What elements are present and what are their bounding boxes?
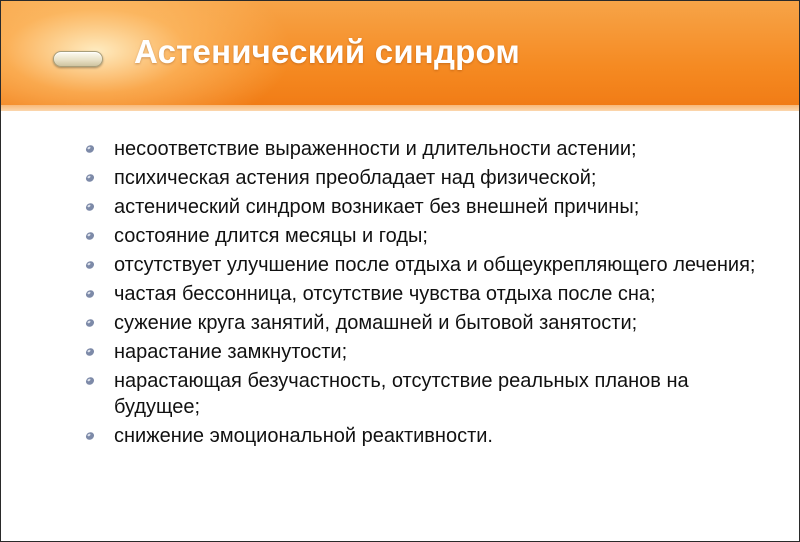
list-item	[83, 310, 763, 336]
list-item	[83, 339, 763, 365]
bullet-icon	[85, 376, 95, 386]
bullet-icon	[85, 347, 95, 357]
list-item	[83, 423, 763, 449]
bullet-icon	[85, 289, 95, 299]
list-item-text: психическая астения преобладает над физической;	[114, 167, 597, 189]
list-item-text: нарастание замкнутости;	[114, 341, 348, 363]
list-item-text: нарастающая безучастность, отсутствие реальных планов на будущее;	[114, 370, 689, 418]
list-item-text: сужение круга занятий, домашней и бытовой занятости;	[114, 312, 638, 334]
list-item-text: астенический синдром возникает без внешней причины;	[114, 196, 640, 218]
list-item	[83, 136, 763, 162]
slide-title: Астенический синдром	[134, 33, 520, 70]
bullet-icon	[85, 431, 95, 441]
bullet-icon	[85, 173, 95, 183]
bullet-icon	[85, 202, 95, 212]
list-item	[83, 281, 763, 307]
list-item-text: снижение эмоциональной реактивности.	[114, 425, 493, 447]
list-item-text: частая бессонница, отсутствие чувства отдыха после сна;	[114, 283, 656, 305]
list-item-text: отсутствует улучшение после отдыха и общеукрепляющего лечения;	[114, 254, 756, 276]
header-divider	[1, 105, 799, 111]
list-item	[83, 368, 763, 420]
list-item	[83, 252, 763, 278]
bullet-icon	[85, 318, 95, 328]
list-item	[83, 194, 763, 220]
bullet-icon	[85, 260, 95, 270]
bullet-icon	[85, 144, 95, 154]
capsule-icon	[53, 51, 103, 67]
list-item-text: состояние длится месяцы и годы;	[114, 225, 428, 247]
list-item	[83, 165, 763, 191]
list-item-text: несоответствие выраженности и длительности астении;	[114, 138, 637, 160]
slide-header	[1, 1, 799, 111]
bullet-list	[83, 136, 763, 452]
bullet-icon	[85, 231, 95, 241]
list-item	[83, 223, 763, 249]
